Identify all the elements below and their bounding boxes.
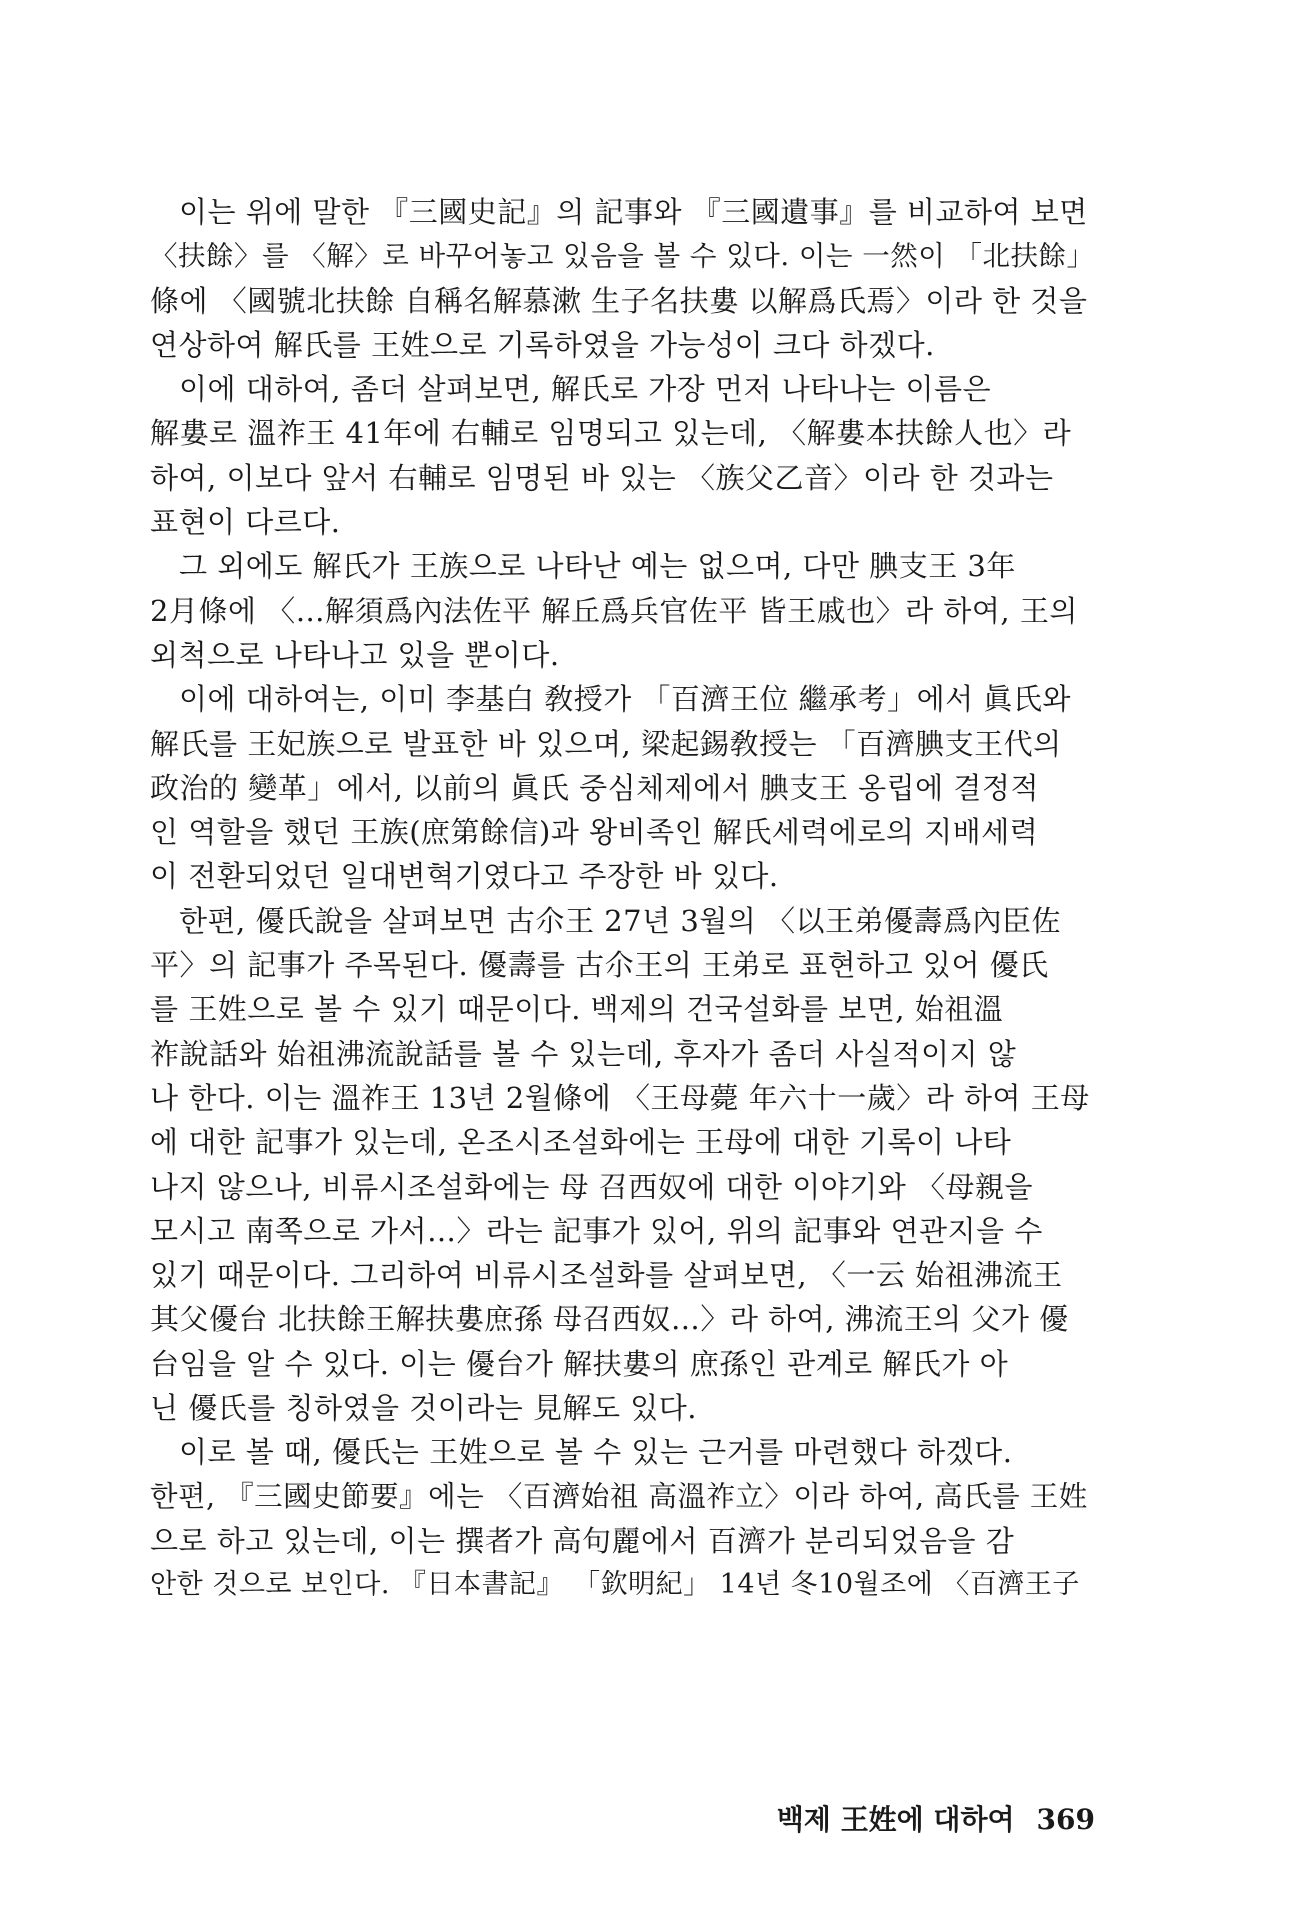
text-line: 를 王姓으로 볼 수 있기 때문이다. 백제의 건국설화를 보면, 始祖溫 bbox=[150, 992, 1004, 1027]
text-line: 解婁로 溫祚王 41年에 右輔로 임명되고 있는데, 〈解婁本扶餘人也〉라 bbox=[150, 416, 1072, 451]
text-line: 외척으로 나타나고 있을 뿐이다. bbox=[150, 637, 560, 672]
text-line: 이에 대하여, 좀더 살펴보면, 解氏로 가장 먼저 나타나는 이름은 bbox=[179, 372, 992, 407]
text-line: 이에 대하여는, 이미 李基白 敎授가 「百濟王位 繼承考」에서 眞氏와 bbox=[179, 682, 1071, 717]
text-line: 이 전환되었던 일대변혁기였다고 주장한 바 있다. bbox=[150, 859, 779, 894]
text-line: 이로 볼 때, 優氏는 王姓으로 볼 수 있는 근거를 마련했다 하겠다. bbox=[179, 1435, 1013, 1470]
text-line: 平〉의 記事가 주목된다. 優壽를 古尒王의 王弟로 표현하고 있어 優氏 bbox=[150, 948, 1049, 983]
text-line: 으로 하고 있는데, 이는 撰者가 高句麗에서 百濟가 분리되었음을 감 bbox=[150, 1523, 1015, 1558]
text-line: 條에 〈國號北扶餘 自稱名解慕漱 生子名扶婁 以解爲氏焉〉이라 한 것을 bbox=[150, 283, 1088, 318]
text-line: 政治的 變革」에서, 以前의 眞氏 중심체제에서 腆支王 옹립에 결정적 bbox=[150, 770, 1039, 805]
text-line: 解氏를 王妃族으로 발표한 바 있으며, 梁起錫敎授는 「百濟腆支王代의 bbox=[150, 726, 1062, 761]
text-line: 모시고 南쪽으로 가서…〉라는 記事가 있어, 위의 記事와 연관지을 수 bbox=[150, 1213, 1043, 1248]
text-line: 2月條에 〈…解須爲內法佐平 解丘爲兵官佐平 皆王戚也〉라 하여, 王의 bbox=[150, 593, 1078, 628]
page-number: 369 bbox=[1036, 1803, 1095, 1836]
page-footer bbox=[620, 1800, 1095, 1840]
text-line: 한편, 優氏說을 살펴보면 古尒王 27년 3월의 〈以王弟優壽爲內臣佐 bbox=[179, 903, 1062, 938]
text-line: 하여, 이보다 앞서 右輔로 임명된 바 있는 〈族父乙音〉이라 한 것과는 bbox=[150, 460, 1054, 495]
text-line: 표현이 다르다. bbox=[150, 505, 341, 540]
text-line: 〈扶餘〉를 〈解〉로 바꾸어놓고 있음을 볼 수 있다. 이는 一然이 「北扶餘」 bbox=[150, 240, 1095, 273]
running-title: 백제 王姓에 대하여 bbox=[776, 1803, 1015, 1836]
text-line: 인 역할을 했던 王族(庶第餘信)과 왕비족인 解氏세력에로의 지배세력 bbox=[150, 815, 1039, 850]
text-line: 나 한다. 이는 溫祚王 13년 2월條에 〈王母薨 年六十一歲〉라 하여 王母 bbox=[150, 1080, 1090, 1115]
text-line: 이는 위에 말한 『三國史記』의 記事와 『三國遺事』를 비교하여 보면 bbox=[179, 195, 1088, 229]
text-line: 연상하여 解氏를 王姓으로 기록하였을 가능성이 크다 하겠다. bbox=[150, 327, 935, 362]
text-line: 그 외에도 解氏가 王族으로 나타난 예는 없으며, 다만 腆支王 3年 bbox=[179, 549, 1016, 584]
body-text bbox=[150, 190, 1095, 1608]
text-line: 한편, 『三國史節要』에는 〈百濟始祖 高溫祚立〉이라 하여, 高氏를 王姓 bbox=[150, 1479, 1088, 1513]
text-line: 台임을 알 수 있다. 이는 優台가 解扶婁의 庶孫인 관계로 解氏가 아 bbox=[150, 1346, 1009, 1381]
text-line: 其父優台 北扶餘王解扶婁庶孫 母召西奴…〉라 하여, 沸流王의 父가 優 bbox=[150, 1302, 1069, 1337]
text-line: 있기 때문이다. 그리하여 비류시조설화를 살펴보면, 〈一云 始祖沸流王 bbox=[150, 1258, 1063, 1293]
text-line: 닌 優氏를 칭하였을 것이라는 見解도 있다. bbox=[150, 1391, 697, 1426]
text-line: 祚說話와 始祖沸流說話를 볼 수 있는데, 후자가 좀더 사실적이지 않 bbox=[150, 1036, 1017, 1071]
text-line: 안한 것으로 보인다. 『日本書記』 「欽明紀」 14년 冬10월조에 〈百濟王子 bbox=[150, 1569, 1080, 1601]
text-line: 나지 않으나, 비류시조설화에는 母 召西奴에 대한 이야기와 〈母親을 bbox=[150, 1169, 1034, 1204]
text-line: 에 대한 記事가 있는데, 온조시조설화에는 王母에 대한 기록이 나타 bbox=[150, 1125, 1012, 1160]
